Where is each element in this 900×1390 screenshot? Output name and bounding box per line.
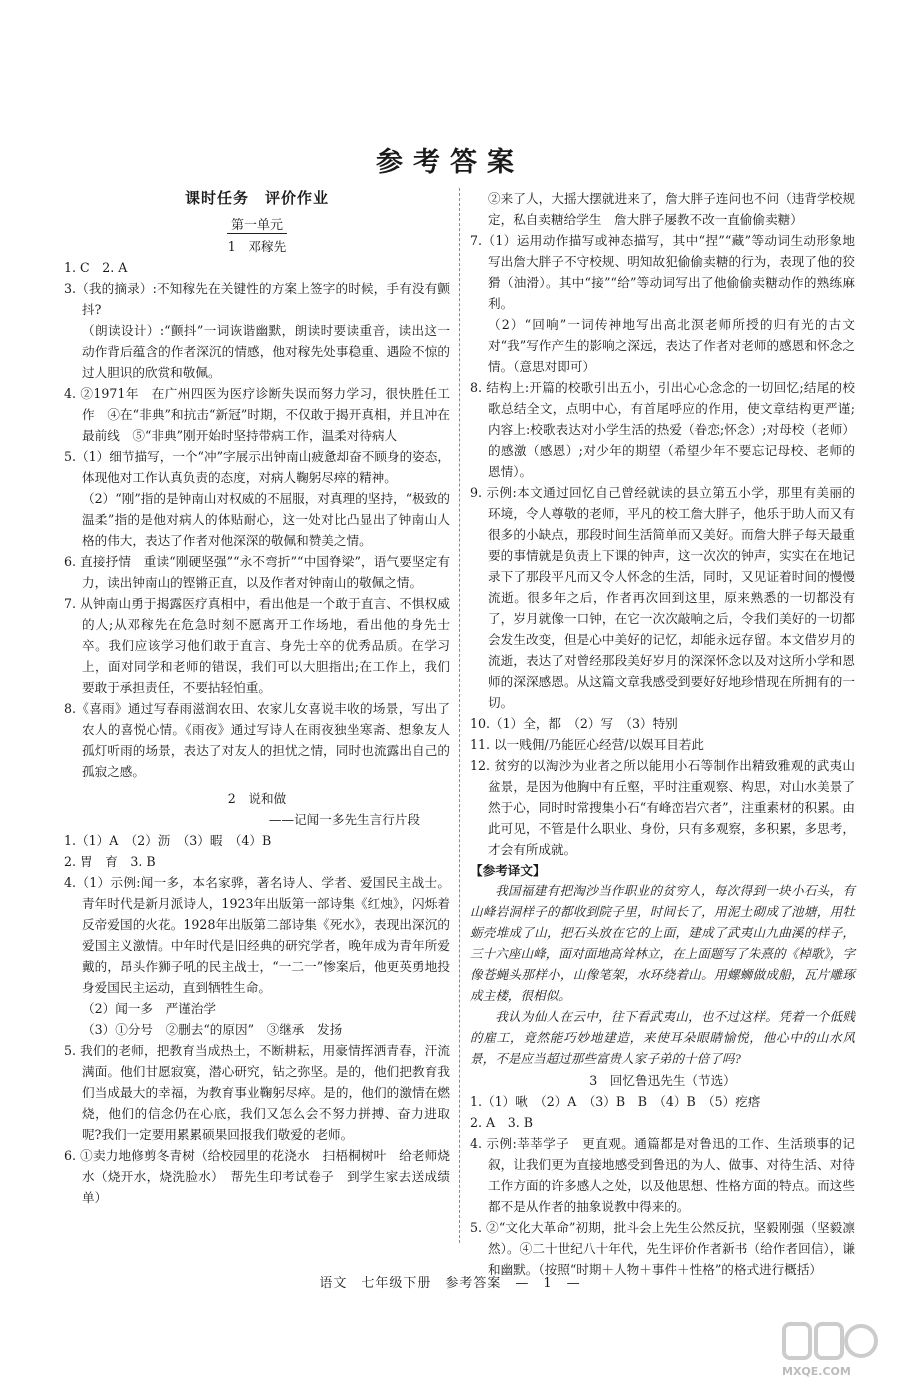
- unit-heading: 第一单元: [64, 215, 450, 236]
- answer-item: 9. 示例:本文通过回忆自己曾经就读的县立第五小学，那里有美丽的环境，令人尊敬的老师，平凡的校工詹大胖子，他乐于助人而又有很多的小缺点，那段时间生活简单而又美好。而詹大胖子每天最重要的事情就是负责上下课的钟声，这一次次的钟声，实实在在地记录下了那段平凡而又令人怀念的生活，同时，又见证着时间的慢慢流逝。很多年之后，作者再次回到这里，原来熟悉的一切都没有了，岁月就像一口钟，在它一次次敲响之后，令我们美好的一切都会发生改变，但是心中美好的记忆，却能永远存留。本文借岁月的流逝，表达了对曾经那段美好岁月的深深怀念以及对这所小学和恩师的深深感恩。从这篇文章我感受到要好好地珍惜现在所拥有的一切。: [470, 485, 855, 710]
- answer-item: 3.（我的摘录）:不知稼先在关键性的方案上签字的时候，手有没有颤抖?: [64, 281, 450, 317]
- watermark-text: MXQE.COM: [782, 1365, 851, 1378]
- answer-item: 2. A 3. B: [470, 1115, 533, 1130]
- answer-item: 5.（1）细节描写，一个“冲”字展示出钟南山疲惫却奋不顾身的姿态，体现他对工作认真负责的态度，对病人鞠躬尽瘁的精神。: [64, 449, 450, 485]
- answer-item: （2）闻一多 严谨治学: [82, 1001, 216, 1016]
- page-title: 参考答案: [376, 147, 524, 178]
- section-title: 课时任务 评价作业: [184, 189, 329, 207]
- answer-item: 6. ①卖力地修剪冬青树（给校园里的花浇水 扫梧桐树叶 给老师烧水（烧开水，烧洗脸水） 帮先生印考试卷子 到学生家去送成绩单）: [64, 1148, 450, 1205]
- answer-item: 6. 直接抒情 重读“刚硬坚强”“永不弯折”“中国脊梁”，语气要坚定有力，读出钟南山的铿锵正直，以及作者对钟南山的敬佩之情。: [64, 554, 450, 590]
- left-column: [64, 188, 450, 1208]
- answer-item: 1. C 2. A: [64, 260, 128, 275]
- translation-label: 【参考译文】: [470, 863, 546, 878]
- answer-item: （2）“回响”一词传神地写出高北溟老师所授的归有光的古文对“我”写作产生的影响之深远，表达了作者对老师的感恩和怀念之情。（意思对即可）: [488, 317, 855, 374]
- answer-item: 7.（1）运用动作描写或神态描写，其中“捏”“藏”等动词生动形象地写出詹大胖子不守校规、明知故犯偷偷卖糖的行为，表现了他的狡猾（油滑）。其中“接”“给”等动词写出了他偷偷卖糖动作的熟练麻利。: [470, 233, 855, 311]
- answer-item: （2）“刚”指的是钟南山对权威的不屈服，对真理的坚持，“极致的温柔”指的是他对病人的体贴耐心，这一处对比凸显出了钟南山人格的伟大，表达了作者对他深深的敬佩和赞美之情。: [82, 491, 450, 548]
- answer-item: 5. ②“文化大革命”初期，批斗会上先生公然反抗，坚毅刚强（坚毅凛然）。④二十世纪八十年代，先生评价作者新书（给作者回信），谦和幽默。（按照“时期＋人物＋事件＋性格”的格式进行概括）: [470, 1220, 855, 1277]
- answer-item: 10.（1）全，都 （2）写 （3）特别: [470, 716, 678, 731]
- answer-item: 4. ②1971年 在广州四医为医疗诊断失误而努力学习，很快胜任工作 ④在“非典”和抗击“新冠”时期，不仅敢于揭开真相，并且冲在最前线 ⑤“非典”刚开始时坚持带病工作，温柔对待病人: [64, 386, 450, 443]
- answer-item: 8. 结构上:开篇的校歌引出五小，引出心心念念的一切回忆;结尾的校歌总结全文，点明中心，有首尾呼应的作用，使文章结构更严谨;内容上:校歌表达对小学生活的热爱（眷恋;怀念）;对母校（老师）的感激（感恩）;对少年的期望（希望少年不要忘记母校、老师的恩情）。: [470, 380, 855, 479]
- answer-item: 7. 从钟南山勇于揭露医疗真相中，看出他是一个敢于直言、不惧权威的人;从邓稼先在危急时刻不愿离开工作场地，看出他的身先士卒。我们应该学习他们敢于直言、身先士卒的优秀品质。在学习上，面对同学和老师的错误，我们可以大胆指出;在工作上，我们要敢于承担责任，不要拈轻怕重。: [64, 596, 450, 695]
- answer-item: 8.《喜雨》通过写春雨滋润农田、农家儿女喜说丰收的场景，写出了农人的喜悦心情。《雨夜》通过写诗人在雨夜独坐寒斋、想象友人孤灯听雨的场景，表达了对友人的担忧之情，同时也流露出自己的孤寂之感。: [64, 701, 450, 779]
- answer-item: 1.（1）A （2）沥 （3）暇 （4）B: [64, 833, 272, 848]
- translation-paragraph: 我国福建有把淘沙当作职业的贫穷人，每次得到一块小石头，有山峰岩洞样子的都收到院子里，时间长了，用泥土砌成了池塘，用牡蛎壳堆成了山，把石头放在它的上面，建成了武夷山九曲溪的样子，三十六座山峰，面对面地高耸林立，在上面题写了朱熹的《棹歌》，字像苍蝇头那样小，山像笔架，水环绕着山。用螺蛳做成船，瓦片雕琢成主楼，很相似。: [470, 884, 855, 1003]
- answer-item: 12. 贫穷的以淘沙为业者之所以能用小石等制作出精致雅观的武夷山盆景，是因为他胸中有丘壑，平时注重观察、构思，对山水美景了然于心，同时时常搜集小石“有峰峦岩穴者”，注重素材的积累。由此可见，不管是什么职业、身份，只有多观察，多积累，多思考，才会有所成就。: [470, 758, 855, 857]
- answer-item: 11. 以一贱佣/乃能匠心经营/以娱耳目若此: [470, 737, 705, 752]
- lesson-2-subtitle: ——记闻一多先生言行片段: [268, 812, 420, 827]
- translation-paragraph: 我认为仙人在云中，往下看武夷山，也不过这样。凭着一个低贱的雇工，竟然能巧妙地建造，来使耳朵眼睛愉悦，他心中的山水风景，不是应当超过那些富贵人家子弟的十倍了吗?: [470, 1010, 855, 1066]
- answer-item: 5. 我们的老师，把教育当成热土，不断耕耘，用豪情挥洒青春，汗流满面。他们甘愿寂寞，潜心研究，钻之弥坚。是的，他们把教育我们当成最大的幸福，为教育事业鞠躬尽瘁。是的，他们的激情在燃烧，他们的信念仍在心底，我们又怎么会不努力拼搏、奋力进取呢?我们一定要用累累硕果回报我们敬爱的老师。: [64, 1043, 450, 1142]
- answer-item: 2. 胃 育 3. B: [64, 854, 156, 869]
- answer-item: （3）①分号 ②删去“的原因” ③继承 发扬: [82, 1022, 343, 1037]
- right-column: [470, 188, 855, 1280]
- lesson-1-title: 1 邓稼先: [227, 239, 287, 254]
- answer-item: （朗读设计）:“颤抖”一词诙谐幽默，朗读时要读重音，读出这一动作背后蕴含的作者深沉的情感，他对稼先处事稳重、遇险不惊的过人胆识的欣赏和敬佩。: [82, 323, 450, 380]
- answer-item: 1.（1）啾 （2）A （3）B B （4）B （5）疙瘩: [470, 1094, 761, 1109]
- page-footer: 语文 七年级下册 参考答案 — 1 —: [319, 1276, 581, 1291]
- answer-item: ②来了人，大摇大摆就进来了，詹大胖子连问也不问（违背学校规定，私自卖糖给学生 詹大胖子屡教不改一直偷偷卖糖）: [488, 191, 855, 227]
- lesson-3-title: 3 回忆鲁迅先生（节选）: [589, 1073, 736, 1088]
- lesson-2-title: 2 说和做: [227, 791, 287, 806]
- column-divider: [459, 188, 460, 1243]
- answer-item: 4.（1）示例:闻一多，本名家骅，著名诗人、学者、爱国民主战士。青年时代是新月派诗人，1923年出版第一部诗集《红烛》，闪烁着反帝爱国的火花。1928年出版第二部诗集《死水》，表现出深沉的爱国主义激情。中年时代是旧经典的研究学者，晚年成为青年所爱戴的，昂头作狮子吼的民主战士，“一二一”惨案后，他更英勇地投身爱国民主运动，直到牺牲生命。: [64, 875, 450, 995]
- answer-item: 4. 示例:莘莘学子 更直观。通篇都是对鲁迅的工作、生活琐事的记叙，让我们更为直接地感受到鲁迅的为人、做事、对待生活、对待工作方面的许多感人之处，以及他思想、性格方面的特点。而这些都不是从作者的抽象说教中得来的。: [470, 1136, 855, 1214]
